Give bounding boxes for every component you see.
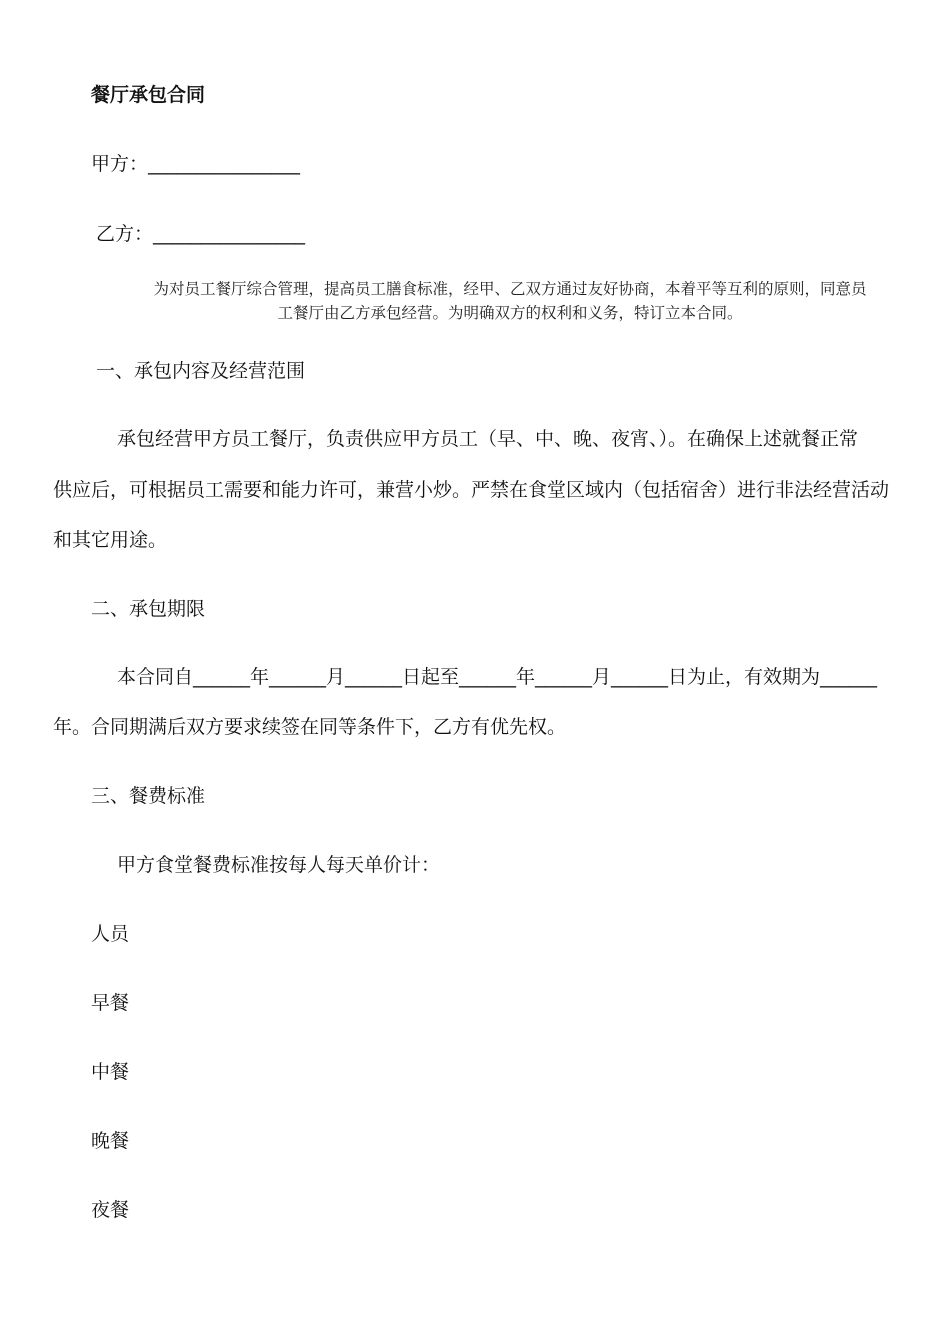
document-title: 餐厅承包合同: [91, 84, 206, 106]
section-1-line-2: 供应后，可根据员工需要和能力许可，兼营小炒。严禁在食堂区域内（包括宿舍）进行非法经营活动: [53, 479, 890, 501]
section-2-heading: 二、承包期限: [91, 598, 206, 620]
party-a-line: 甲方：________________: [91, 153, 301, 175]
party-b-line: 乙方：________________: [96, 223, 306, 245]
section-2-line-2: 年。合同期满后双方要求续签在同等条件下，乙方有优先权。: [53, 716, 567, 738]
meal-item-personnel: 人员: [91, 923, 130, 945]
intro-line-1: 为对员工餐厅综合管理，提高员工膳食标准，经甲、乙双方通过友好协商，本着平等互利的原则，同意员: [153, 280, 867, 298]
section-3-heading: 三、餐费标准: [91, 785, 206, 807]
section-2-line-1: 本合同自______年______月______日起至______年______月______日为止，有效期为______: [117, 666, 878, 688]
section-3-line-1: 甲方食堂餐费标准按每人每天单价计：: [117, 854, 441, 876]
meal-item-dinner: 晚餐: [91, 1130, 130, 1152]
meal-item-lunch: 中餐: [91, 1061, 130, 1083]
meal-item-breakfast: 早餐: [91, 992, 130, 1014]
meal-item-night-meal: 夜餐: [91, 1199, 130, 1221]
section-1-line-1: 承包经营甲方员工餐厅，负责供应甲方员工（早、中、晚、夜宵、）。在确保上述就餐正常: [117, 428, 859, 450]
intro-line-2: 工餐厅由乙方承包经营。为明确双方的权利和义务，特订立本合同。: [277, 304, 743, 322]
section-1-line-3: 和其它用途。: [53, 529, 168, 551]
intro-paragraph: [120, 277, 900, 325]
section-1-heading: 一、承包内容及经营范围: [96, 360, 306, 382]
